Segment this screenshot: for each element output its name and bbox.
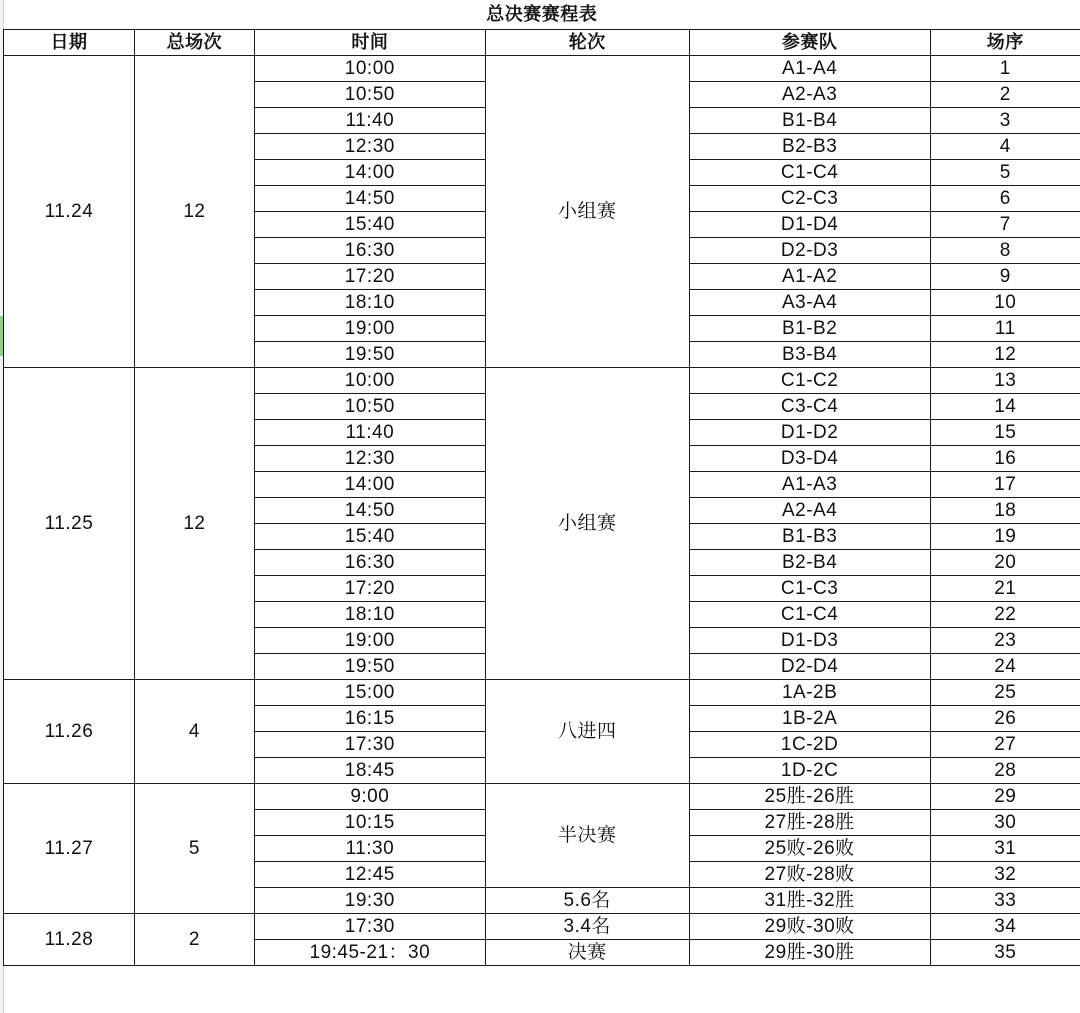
teams-cell[interactable]: 1B-2A — [689, 706, 930, 732]
time-cell[interactable]: 15:00 — [254, 680, 485, 706]
teams-cell[interactable]: A2-A4 — [689, 498, 930, 524]
total-cell[interactable]: 12 — [134, 368, 254, 680]
time-cell[interactable]: 18:10 — [254, 602, 485, 628]
teams-cell[interactable]: B2-B3 — [689, 134, 930, 160]
order-cell[interactable]: 9 — [930, 264, 1080, 290]
order-cell[interactable]: 31 — [930, 836, 1080, 862]
teams-cell[interactable]: 27胜-28胜 — [689, 810, 930, 836]
time-cell[interactable]: 15:40 — [254, 212, 485, 238]
time-cell[interactable]: 17:30 — [254, 914, 485, 940]
time-cell[interactable]: 17:20 — [254, 264, 485, 290]
date-cell[interactable]: 11.27 — [4, 784, 135, 914]
sheet-title[interactable]: 总决赛赛程表 — [4, 0, 1080, 30]
table-row — [4, 914, 1080, 940]
total-cell[interactable]: 4 — [134, 680, 254, 784]
teams-cell[interactable]: C1-C4 — [689, 602, 930, 628]
order-cell[interactable]: 23 — [930, 628, 1080, 654]
time-cell[interactable]: 12:30 — [254, 446, 485, 472]
time-cell[interactable]: 19:00 — [254, 628, 485, 654]
order-cell[interactable]: 17 — [930, 472, 1080, 498]
teams-cell[interactable]: B1-B2 — [689, 316, 930, 342]
time-cell[interactable]: 11:30 — [254, 836, 485, 862]
time-cell[interactable]: 19:50 — [254, 654, 485, 680]
time-cell[interactable]: 10:50 — [254, 82, 485, 108]
table-row — [4, 368, 1080, 394]
teams-cell[interactable]: 29胜-30胜 — [689, 940, 930, 966]
teams-cell[interactable]: B2-B4 — [689, 550, 930, 576]
time-cell[interactable]: 14:00 — [254, 472, 485, 498]
round-cell[interactable]: 半决赛 — [485, 784, 689, 888]
table-row — [4, 56, 1080, 82]
teams-cell[interactable]: 29败-30败 — [689, 914, 930, 940]
order-cell[interactable]: 32 — [930, 862, 1080, 888]
header-total[interactable]: 总场次 — [134, 30, 254, 56]
order-cell[interactable]: 18 — [930, 498, 1080, 524]
header-round[interactable]: 轮次 — [485, 30, 689, 56]
teams-cell[interactable]: A1-A4 — [689, 56, 930, 82]
time-cell[interactable]: 12:45 — [254, 862, 485, 888]
order-cell[interactable]: 22 — [930, 602, 1080, 628]
round-cell[interactable]: 5.6名 — [485, 888, 689, 914]
teams-cell[interactable]: D3-D4 — [689, 446, 930, 472]
teams-cell[interactable]: C1-C2 — [689, 368, 930, 394]
teams-cell[interactable]: 27败-28败 — [689, 862, 930, 888]
teams-cell[interactable]: C1-C4 — [689, 160, 930, 186]
header-order[interactable]: 场序 — [930, 30, 1080, 56]
time-cell[interactable]: 14:50 — [254, 498, 485, 524]
order-cell[interactable]: 8 — [930, 238, 1080, 264]
order-cell[interactable]: 19 — [930, 524, 1080, 550]
time-cell[interactable]: 10:00 — [254, 56, 485, 82]
title-row — [4, 0, 1080, 30]
teams-cell[interactable]: 25胜-26胜 — [689, 784, 930, 810]
teams-cell[interactable]: D1-D3 — [689, 628, 930, 654]
teams-cell[interactable]: C1-C3 — [689, 576, 930, 602]
teams-cell[interactable]: D1-D4 — [689, 212, 930, 238]
header-row — [4, 30, 1080, 56]
time-cell[interactable]: 18:45 — [254, 758, 485, 784]
schedule-table — [3, 0, 1080, 966]
order-cell[interactable]: 13 — [930, 368, 1080, 394]
order-cell[interactable]: 14 — [930, 394, 1080, 420]
order-cell[interactable]: 34 — [930, 914, 1080, 940]
date-cell[interactable]: 11.26 — [4, 680, 135, 784]
teams-cell[interactable]: 1C-2D — [689, 732, 930, 758]
teams-cell[interactable]: A1-A3 — [689, 472, 930, 498]
teams-cell[interactable]: 1A-2B — [689, 680, 930, 706]
time-cell[interactable]: 11:40 — [254, 108, 485, 134]
order-cell[interactable]: 33 — [930, 888, 1080, 914]
schedule-body — [4, 0, 1080, 966]
round-cell[interactable]: 小组赛 — [485, 368, 689, 680]
teams-cell[interactable]: B1-B3 — [689, 524, 930, 550]
table-row — [4, 784, 1080, 810]
time-cell[interactable]: 19:50 — [254, 342, 485, 368]
table-row — [4, 680, 1080, 706]
total-cell[interactable]: 12 — [134, 56, 254, 368]
date-cell[interactable]: 11.25 — [4, 368, 135, 680]
round-cell[interactable]: 决赛 — [485, 940, 689, 966]
order-cell[interactable]: 29 — [930, 784, 1080, 810]
teams-cell[interactable]: D1-D2 — [689, 420, 930, 446]
time-cell[interactable]: 16:15 — [254, 706, 485, 732]
teams-cell[interactable]: C2-C3 — [689, 186, 930, 212]
order-cell[interactable]: 1 — [930, 56, 1080, 82]
order-cell[interactable]: 16 — [930, 446, 1080, 472]
teams-cell[interactable]: A2-A3 — [689, 82, 930, 108]
teams-cell[interactable]: A1-A2 — [689, 264, 930, 290]
time-cell[interactable]: 19:45-21：30 — [254, 940, 485, 966]
order-cell[interactable]: 2 — [930, 82, 1080, 108]
total-cell[interactable]: 5 — [134, 784, 254, 914]
order-cell[interactable]: 21 — [930, 576, 1080, 602]
time-cell[interactable]: 10:15 — [254, 810, 485, 836]
time-cell[interactable]: 10:50 — [254, 394, 485, 420]
time-cell[interactable]: 16:30 — [254, 550, 485, 576]
order-cell[interactable]: 6 — [930, 186, 1080, 212]
order-cell[interactable]: 4 — [930, 134, 1080, 160]
time-cell[interactable]: 10:00 — [254, 368, 485, 394]
order-cell[interactable]: 5 — [930, 160, 1080, 186]
teams-cell[interactable]: 31胜-32胜 — [689, 888, 930, 914]
order-cell[interactable]: 15 — [930, 420, 1080, 446]
order-cell[interactable]: 27 — [930, 732, 1080, 758]
teams-cell[interactable]: D2-D4 — [689, 654, 930, 680]
teams-cell[interactable]: B1-B4 — [689, 108, 930, 134]
time-cell[interactable]: 14:50 — [254, 186, 485, 212]
order-cell[interactable]: 35 — [930, 940, 1080, 966]
round-cell[interactable]: 八进四 — [485, 680, 689, 784]
order-cell[interactable]: 30 — [930, 810, 1080, 836]
order-cell[interactable]: 20 — [930, 550, 1080, 576]
time-cell[interactable]: 12:30 — [254, 134, 485, 160]
teams-cell[interactable]: 25败-26败 — [689, 836, 930, 862]
teams-cell[interactable]: 1D-2C — [689, 758, 930, 784]
time-cell[interactable]: 19:00 — [254, 316, 485, 342]
time-cell[interactable]: 18:10 — [254, 290, 485, 316]
time-cell[interactable]: 16:30 — [254, 238, 485, 264]
teams-cell[interactable]: D2-D3 — [689, 238, 930, 264]
header-date[interactable]: 日期 — [4, 30, 135, 56]
order-cell[interactable]: 26 — [930, 706, 1080, 732]
order-cell[interactable]: 28 — [930, 758, 1080, 784]
order-cell[interactable]: 11 — [930, 316, 1080, 342]
time-cell[interactable]: 17:20 — [254, 576, 485, 602]
time-cell[interactable]: 15:40 — [254, 524, 485, 550]
round-cell[interactable]: 小组赛 — [485, 56, 689, 368]
time-cell[interactable]: 19:30 — [254, 888, 485, 914]
round-cell[interactable]: 3.4名 — [485, 914, 689, 940]
teams-cell[interactable]: C3-C4 — [689, 394, 930, 420]
total-cell[interactable]: 2 — [134, 914, 254, 966]
time-cell[interactable]: 17:30 — [254, 732, 485, 758]
time-cell[interactable]: 14:00 — [254, 160, 485, 186]
order-cell[interactable]: 3 — [930, 108, 1080, 134]
order-cell[interactable]: 24 — [930, 654, 1080, 680]
order-cell[interactable]: 10 — [930, 290, 1080, 316]
time-cell[interactable]: 9:00 — [254, 784, 485, 810]
teams-cell[interactable]: A3-A4 — [689, 290, 930, 316]
date-cell[interactable]: 11.24 — [4, 56, 135, 368]
teams-cell[interactable]: B3-B4 — [689, 342, 930, 368]
order-cell[interactable]: 25 — [930, 680, 1080, 706]
order-cell[interactable]: 12 — [930, 342, 1080, 368]
date-cell[interactable]: 11.28 — [4, 914, 135, 966]
header-time[interactable]: 时间 — [254, 30, 485, 56]
time-cell[interactable]: 11:40 — [254, 420, 485, 446]
header-teams[interactable]: 参赛队 — [689, 30, 930, 56]
order-cell[interactable]: 7 — [930, 212, 1080, 238]
